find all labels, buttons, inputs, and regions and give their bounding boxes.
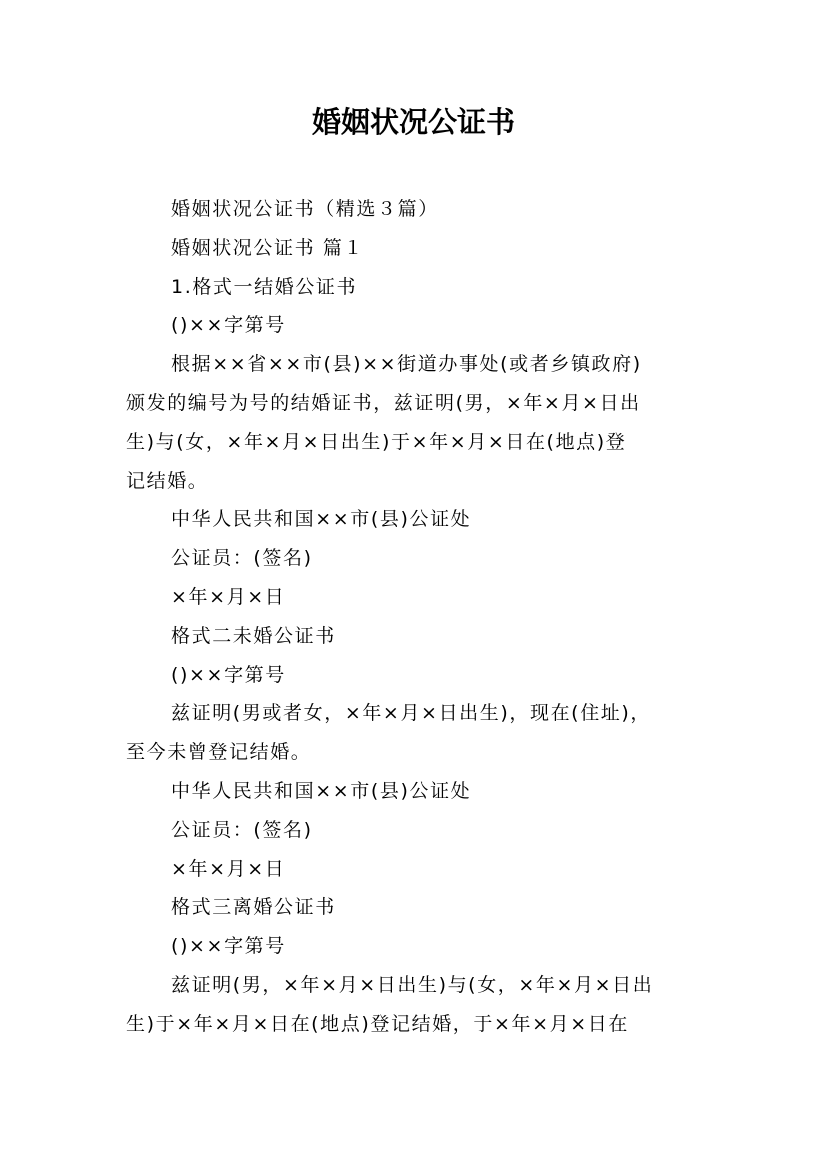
text-line: ×年×月×日 [171,857,286,880]
text-line: 记结婚。 [126,469,209,492]
text-line: 根据××省××市(县)××街道办事处(或者乡镇政府) [171,353,642,376]
text-line: 婚姻状况公证书（精选３篇） [171,198,439,220]
text-line: 中华人民共和国××市(县)公证处 [171,779,472,802]
text-line: 格式二未婚公证书 [171,624,336,647]
text-line: 至今未曾登记结婚。 [126,741,312,764]
text-line: 格式三离婚公证书 [171,896,336,919]
text-line: 公证员：(签名) [171,547,313,570]
text-line: 公证员：(签名) [171,818,313,841]
text-line: 生)与(女，×年×月×日出生)于×年×月×日在(地点)登 [126,430,627,453]
text-line: 颁发的编号为号的结婚证书，兹证明(男，×年×月×日出 [126,391,641,414]
text-line: 婚姻状况公证书 篇１ [171,236,365,259]
text-line: 1.格式一结婚公证书 [171,275,358,298]
text-line: ()××字第号 [171,314,286,337]
document-body [126,190,722,1044]
text-line: 生)于×年×月×日在(地点)登记结婚，于×年×月×日在 [126,1012,629,1035]
document-title: 婚姻状况公证书 [311,105,515,139]
text-line: ()××字第号 [171,935,286,958]
text-line: ()××字第号 [171,663,286,686]
text-line: 中华人民共和国××市(县)公证处 [171,508,472,531]
text-line: ×年×月×日 [171,585,286,608]
text-line: 兹证明(男或者女，×年×月×日出生)，现在(住址)， [171,702,652,725]
text-line: 兹证明(男，×年×月×日出生)与(女，×年×月×日出 [171,973,654,996]
